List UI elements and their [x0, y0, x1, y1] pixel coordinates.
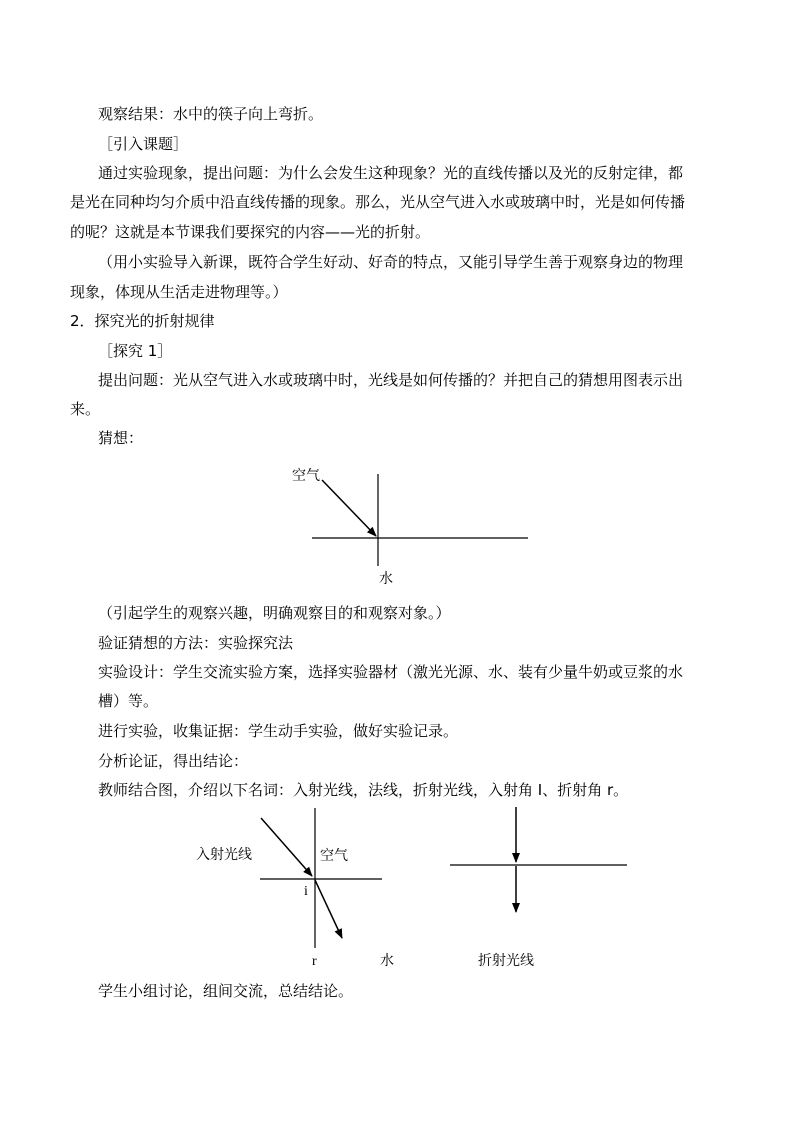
note-line1: （用小实验导入新课，既符合学生好动、好奇的特点，又能引导学生善于观察身边的物理	[98, 253, 684, 271]
method-line: 验证猜想的方法：实验探究法	[98, 634, 294, 652]
note-line2: 现象，体现从生活走进物理等。）	[70, 283, 288, 301]
section-heading-intro: ［引入课题］	[98, 135, 189, 153]
intro-paragraph-line3: 的呢？这就是本节课我们要探究的内容——光的折射。	[70, 223, 431, 241]
discussion-line: 学生小组讨论，组间交流，总结结论。	[98, 982, 354, 1000]
hypothesis-label: 猜想：	[98, 429, 144, 447]
refraction-air-label: 空气	[320, 848, 348, 864]
intro-paragraph-line1: 通过实验现象，提出问题：为什么会发生这种现象？光的直线传播以及光的反射定律，都	[98, 164, 684, 182]
incident-ray-label: 入射光线	[196, 847, 252, 863]
terms-line: 教师结合图，介绍以下名词：入射光线，法线，折射光线，入射角 I、折射角 r。	[98, 781, 629, 799]
refracted-ray	[315, 880, 342, 938]
design-line2: 槽）等。	[98, 692, 159, 710]
refraction-water-label: 水	[380, 953, 394, 969]
refracted-ray-label: 折射光线	[478, 953, 534, 969]
question-line1: 提出问题：光从空气进入水或玻璃中时，光线是如何传播的？并把自己的猜想用图表示出	[98, 371, 684, 389]
angle-i-label: i	[304, 884, 308, 899]
note-interest: （引起学生的观察兴趣，明确观察目的和观察对象。）	[98, 604, 451, 622]
angle-r-label: r	[312, 954, 317, 969]
section-heading-2: 2．探究光的折射规律	[70, 312, 215, 330]
question-line2: 来。	[70, 400, 101, 418]
guess-air-label: 空气	[292, 468, 320, 484]
guess-incident-ray	[322, 480, 376, 536]
incident-ray	[261, 818, 312, 876]
guess-water-label: 水	[379, 571, 393, 587]
analysis-line: 分析论证，得出结论：	[98, 752, 249, 770]
intro-paragraph-line2: 是光在同种均匀介质中沿直线传播的现象。那么，光从空气进入水或玻璃中时，光是如何传播	[70, 193, 686, 211]
observation-result: 观察结果：水中的筷子向上弯折。	[98, 105, 324, 123]
experiment-line: 进行实验，收集证据：学生动手实验，做好实验记录。	[98, 722, 459, 740]
inquiry-heading: ［探究 1］	[98, 342, 173, 360]
design-line1: 实验设计：学生交流实验方案，选择实验器材（激光光源、水、装有少量牛奶或豆浆的水	[98, 663, 684, 681]
